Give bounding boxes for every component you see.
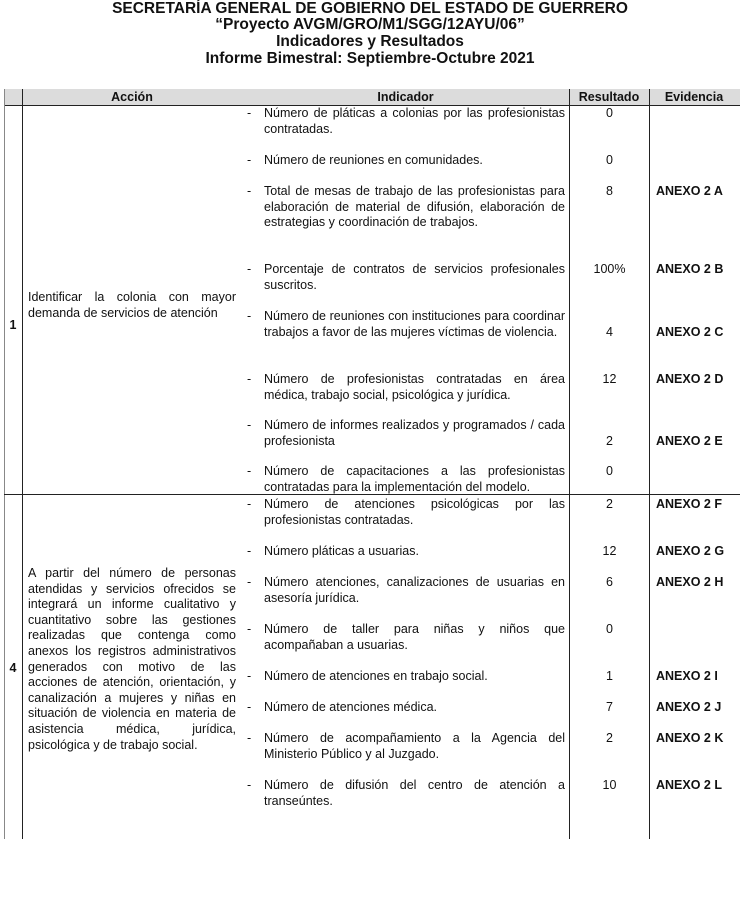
evidence-label: ANEXO 2 C — [656, 325, 724, 339]
bullet-dash: - — [247, 731, 252, 745]
col-header-evidencia: Evidencia — [664, 90, 724, 104]
bullet-dash: - — [247, 418, 252, 432]
result-value: 1 — [606, 669, 613, 683]
indicator-text: Número de reuniones en comunidades. — [264, 153, 483, 167]
evidence-label: ANEXO 2 J — [656, 700, 722, 714]
indicator-row — [247, 700, 565, 716]
result-value: 0 — [606, 622, 613, 636]
indicator-text: Número de atenciones psicológicas por las profesionistas contratadas. — [264, 497, 565, 527]
table-header — [4, 89, 740, 106]
evidence-label: ANEXO 2 D — [656, 372, 724, 386]
indicator-text: Número de informes realizados y programados / cada profesionista — [264, 418, 565, 448]
bullet-dash: - — [247, 544, 252, 558]
col-header-accion: Acción — [111, 90, 153, 104]
evidence-label: ANEXO 2 E — [656, 434, 723, 448]
evidence-label: ANEXO 2 H — [656, 575, 724, 589]
bullet-dash: - — [247, 184, 252, 198]
result-value: 0 — [606, 153, 613, 167]
indicator-row — [247, 544, 565, 560]
result-value: 4 — [606, 325, 613, 339]
indicator-row — [247, 464, 565, 495]
indicator-text: Número de capacitaciones a las profesionistas contratadas para la implementación del modelo. — [264, 464, 565, 494]
indicator-text: Número de atenciones médica. — [264, 700, 438, 714]
indicator-text: Número de acompañamiento a la Agencia del Ministerio Público y al Juzgado. — [264, 731, 565, 761]
col-header-indicador: Indicador — [377, 90, 434, 104]
indicator-row — [247, 184, 565, 231]
title-secretaria: SECRETARÍA GENERAL DE GOBIERNO DEL ESTADO DE GUERRERO — [112, 0, 628, 17]
indicator-text: Número de taller para niñas y niños que acompañaban a usuarias. — [264, 622, 565, 652]
evidence-label: ANEXO 2 K — [656, 731, 724, 745]
section-accion: A partir del número de personas atendidas y servicios ofrecidos se integrará un informe cualitativo y cuantitativo sobre las gestiones realizadas que contenga como anexos los registros administrativos generados con motivo de las acciones de atención, orientación, y canalización a mujeres y niñas en situación de violencia en materia de asistencia médica, jurídica, psicológica y de trabajo social. — [28, 566, 236, 752]
result-value: 6 — [606, 575, 613, 589]
col-header-resultado: Resultado — [578, 90, 640, 104]
result-value: 12 — [602, 544, 617, 558]
result-value: 2 — [606, 434, 613, 448]
bullet-dash: - — [247, 464, 252, 478]
evidence-label: ANEXO 2 A — [656, 184, 723, 198]
indicator-text: Número atenciones, canalizaciones de usuarias en asesoría jurídica. — [264, 575, 565, 605]
indicator-row — [247, 622, 565, 653]
result-value: 8 — [606, 184, 613, 198]
section-number: 4 — [9, 661, 17, 675]
evidence-label: ANEXO 2 B — [656, 262, 724, 276]
section-number: 1 — [9, 318, 17, 332]
indicator-text: Número de atenciones en trabajo social. — [264, 669, 488, 683]
bullet-dash: - — [247, 669, 252, 683]
result-value: 0 — [606, 464, 613, 478]
indicator-row — [247, 106, 565, 137]
bullet-dash: - — [247, 153, 252, 167]
indicator-text: Número de reuniones con instituciones para coordinar trabajos a favor de las mujeres víctimas de violencia. — [264, 309, 565, 339]
evidence-label: ANEXO 2 L — [656, 778, 722, 792]
bullet-dash: - — [247, 622, 252, 636]
title-proyecto: “Proyecto AVGM/GRO/M1/SGG/12AYU/06” — [215, 16, 525, 33]
indicator-row — [247, 372, 565, 403]
bullet-dash: - — [247, 372, 252, 386]
indicator-row — [247, 153, 565, 169]
result-value: 100% — [593, 262, 626, 276]
bullet-dash: - — [247, 778, 252, 792]
table-left-border — [4, 89, 5, 839]
bullet-dash: - — [247, 106, 252, 120]
evidencia-column-divider — [649, 89, 650, 839]
section-accion: Identificar la colonia con mayor demanda de servicios de atención — [28, 290, 236, 320]
title-informe: Informe Bimestral: Septiembre-Octubre 2021 — [205, 50, 535, 67]
indicator-row — [247, 262, 565, 293]
indicator-row — [247, 309, 565, 340]
indicator-row — [247, 418, 565, 449]
indicator-text: Número de pláticas a colonias por las profesionistas contratadas. — [264, 106, 565, 136]
indicator-text: Total de mesas de trabajo de las profesionistas para elaboración de material de difusión, elaboración de estrategias y coordinación de trabajos. — [264, 184, 565, 230]
bullet-dash: - — [247, 575, 252, 589]
indicator-row — [247, 731, 565, 762]
result-value: 12 — [602, 372, 617, 386]
result-value: 2 — [606, 731, 613, 745]
result-value: 7 — [606, 700, 613, 714]
number-column-divider — [22, 89, 23, 839]
evidence-label: ANEXO 2 I — [656, 669, 718, 683]
bullet-dash: - — [247, 309, 252, 323]
bullet-dash: - — [247, 497, 252, 511]
indicator-row — [247, 575, 565, 606]
indicator-text: Número de difusión del centro de atención a transeúntes. — [264, 778, 565, 808]
indicator-text: Número de profesionistas contratadas en área médica, trabajo social, psicológica y jurídica. — [264, 372, 565, 402]
result-value: 10 — [602, 778, 617, 792]
result-value: 0 — [606, 106, 613, 120]
indicator-text: Número pláticas a usuarias. — [264, 544, 419, 558]
bullet-dash: - — [247, 700, 252, 714]
title-indicadores: Indicadores y Resultados — [276, 33, 464, 50]
bullet-dash: - — [247, 262, 252, 276]
result-value: 2 — [606, 497, 613, 511]
evidence-label: ANEXO 2 G — [656, 544, 725, 558]
indicator-row — [247, 778, 565, 809]
indicator-row — [247, 669, 565, 685]
indicator-row — [247, 497, 565, 528]
indicator-text: Porcentaje de contratos de servicios profesionales suscritos. — [264, 262, 565, 292]
evidence-label: ANEXO 2 F — [656, 497, 722, 511]
